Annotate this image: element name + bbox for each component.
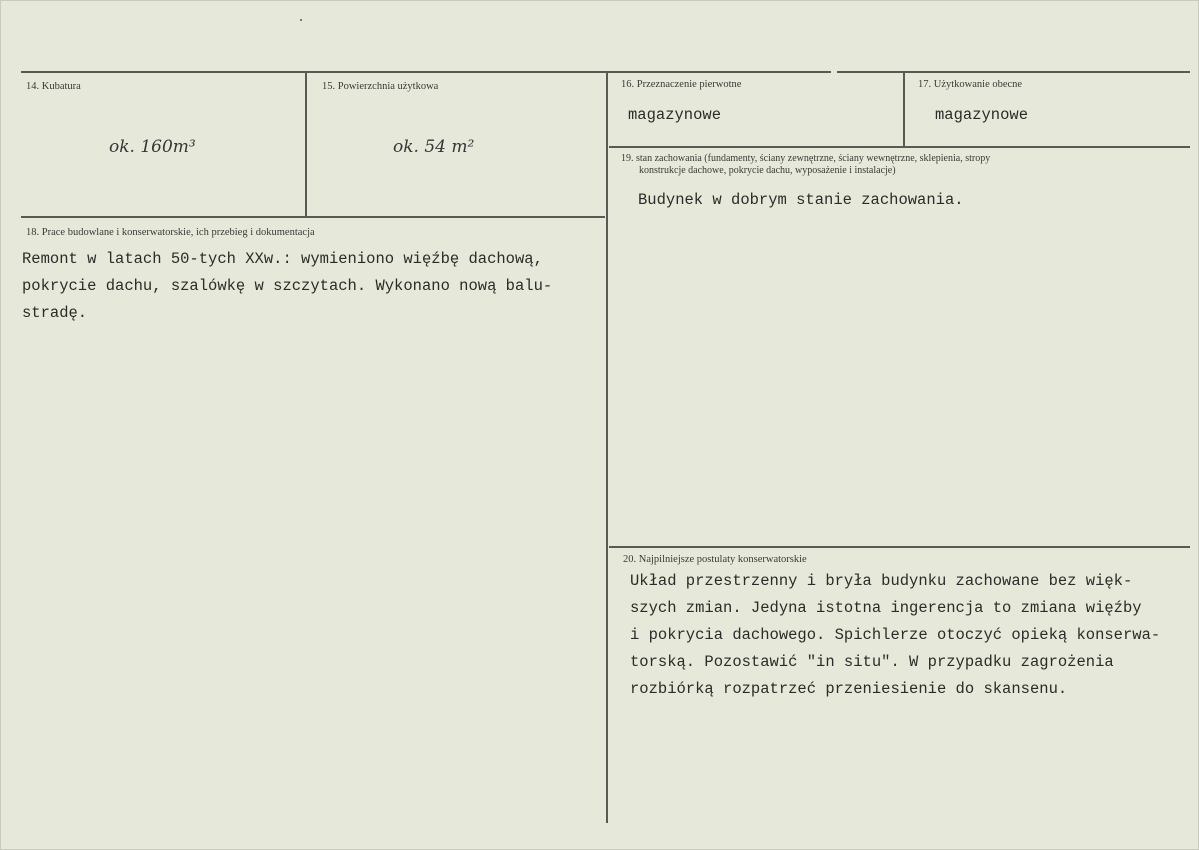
rule-above-20 bbox=[609, 546, 1190, 548]
field-16-value: magazynowe bbox=[628, 106, 722, 124]
field-18-line-3: stradę. bbox=[22, 304, 88, 322]
field-20-line-5: rozbiórką rozpatrzeć przeniesienie do skansenu. bbox=[630, 680, 1068, 698]
field-19-label-line-1: 19. stan zachowania (fundamenty, ściany zewnętrzne, ściany wewnętrzne, sklepienia, stropy bbox=[621, 153, 991, 164]
field-16-label: 16. Przeznaczenie pierwotne bbox=[621, 79, 742, 90]
field-18-line-1: Remont w latach 50-tych XXw.: wymieniono więźbę dachową, bbox=[22, 250, 543, 268]
divider-16-17 bbox=[903, 71, 905, 147]
top-rule-left bbox=[21, 71, 831, 73]
rule-below-16-17 bbox=[609, 146, 1190, 148]
field-19-value: Budynek w dobrym stanie zachowania. bbox=[638, 191, 964, 209]
field-20-line-4: torską. Pozostawić "in situ". W przypadku zagrożenia bbox=[630, 653, 1114, 671]
paper-speck bbox=[300, 19, 302, 21]
field-17-label: 17. Użytkowanie obecne bbox=[918, 79, 1023, 90]
field-14-value: ok. 160m³ bbox=[109, 137, 196, 157]
rule-below-14-15 bbox=[21, 216, 605, 218]
field-17-value: magazynowe bbox=[935, 106, 1029, 124]
main-column-divider bbox=[606, 71, 608, 823]
field-15-value: ok. 54 m² bbox=[393, 137, 475, 157]
field-20-line-1: Układ przestrzenny i bryła budynku zachowane bez więk- bbox=[630, 572, 1133, 590]
field-18-line-2: pokrycie dachu, szalówkę w szczytach. Wykonano nową balu- bbox=[22, 277, 553, 295]
field-20-line-2: szych zmian. Jedyna istotna ingerencja to zmiana więźby bbox=[630, 599, 1142, 617]
field-18-label: 18. Prace budowlane i konserwatorskie, ich przebieg i dokumentacja bbox=[26, 227, 315, 238]
field-15-label: 15. Powierzchnia użytkowa bbox=[322, 81, 439, 92]
field-20-line-3: i pokrycia dachowego. Spichlerze otoczyć opieką konserwa- bbox=[630, 626, 1161, 644]
divider-14-15 bbox=[305, 71, 307, 218]
field-19-label-line-2: konstrukcje dachowe, pokrycie dachu, wyposażenie i instalacje) bbox=[639, 165, 896, 176]
field-14-label: 14. Kubatura bbox=[26, 81, 81, 92]
top-rule-right bbox=[837, 71, 1190, 73]
field-20-label: 20. Najpilniejsze postulaty konserwatorskie bbox=[623, 554, 807, 565]
